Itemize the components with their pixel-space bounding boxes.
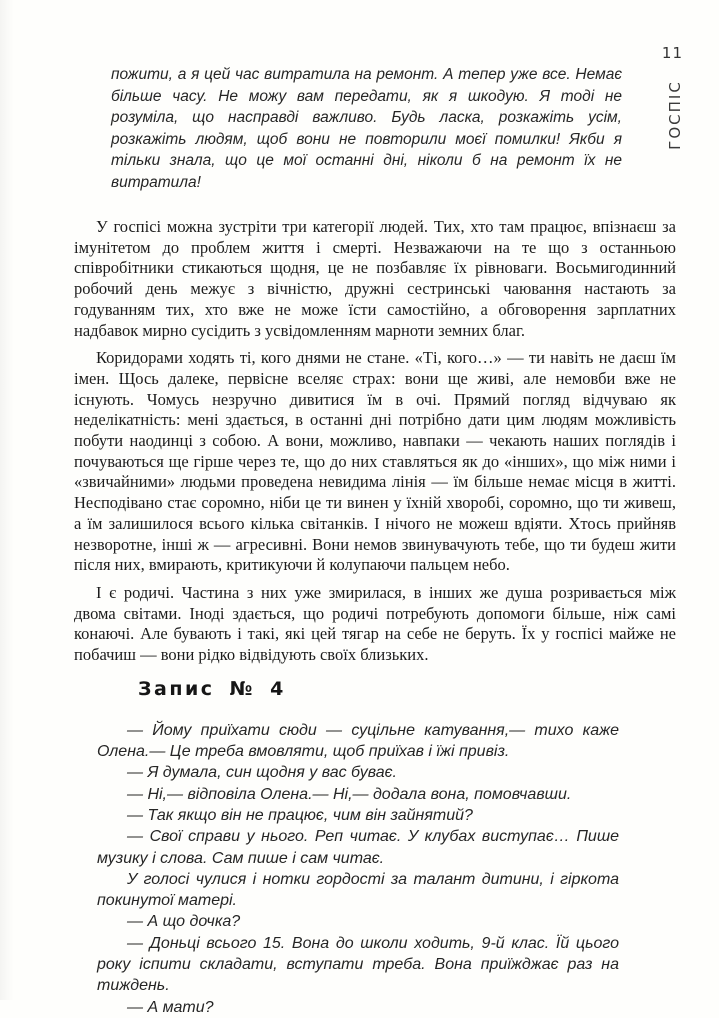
section-heading: Запис № 4 — [138, 677, 286, 700]
dialogue-paragraph: — А що дочка? — [127, 913, 241, 931]
dialogue-block — [97, 720, 619, 1018]
dialogue-narrator-paragraph: У голосі чулися і нотки гордості за талант дитини, і гіркота покинутої матері. — [97, 870, 619, 910]
body-paragraph: У госпісі можна зустріти три категорії людей. Тих, хто там працює, впізнаєш за імунітетом до проблем життя і смерті. Незважаючи на те що з останньою співробітники стикаються щодня, це не позбавляє їх рівноваги. Восьмигодинний робочий день межує з вічністю, дружні сестринські чаювання настають за годуванням тих, хто вже не може їсти самостійно, а обговорення зарплатних надбавок мирно сусідить з усвідомленням марноти земних благ. — [74, 217, 676, 340]
dialogue-paragraph: — Свої справи у нього. Реп читає. У клубах виступає… Пише музику і слова. Сам пише і сам читає. — [97, 828, 619, 867]
body-paragraph: І є родичі. Частина з них уже змирилася, в інших же душа розривається між двома світами. Іноді здається, що родичі потребують допомоги більше, ніж самі конаючі. Але бувають і такі, які цей тягар на себе не беруть. Їх у госпісі майже не побачиш — вони рідко відвідують своїх близьких. — [74, 582, 676, 665]
dialogue-paragraph: — А мати? — [127, 998, 214, 1016]
dialogue-paragraph: — Так якщо він не працює, чим він зайнятий? — [127, 806, 473, 824]
page-content — [74, 64, 676, 1018]
dialogue-paragraph: — Ні,— відповіла Олена.— Ні,— додала вона, помовчавши. — [127, 785, 572, 803]
quote-paragraph: пожити, а я цей час витратила на ремонт. А тепер уже все. Немає більше часу. Не можу вам передати, як я шкодую. Я тоді не розуміла, що насправді важливо. Будь ласка, розкажіть усім, розкажіть людям, щоб вони не повторили моєї помилки! Якби я тільки знала, що це мої останні дні, ніколи б на ремонт їх не витратила! — [111, 66, 622, 191]
page-number: 11 — [661, 44, 683, 62]
body-paragraph: Коридорами ходять ті, кого днями не стане. «Ті, кого…» — ти навіть не даєш їм імен. Щось далеке, первісне вселяє страх: вони ще живі, але немовби вже не існують. Чомусь незручно дивитися їм в очі. Прямий погляд відчуваю як неделікатність: мені здається, в останні дні потрібно дати цим людям можливість побути наодинці з собою. А вони, можливо, навпаки — чекають наших поглядів і почуваються ще гірше через те, що до них ставляться як до «інших», що між ними і «звичайними» людьми проведена невидима лінія — їм більше немає місця в житті. Несподівано стає соромно, ніби це ти винен у їхній хворобі, соромно, що ти живеш, а їм залишилося всього кілька світанків. І нічого не можеш вдіяти. Хтось прийняв незворотне, інші ж — агресивні. Вони немов звинувачують тебе, що ти будеш жити після них, вмирають, критикуючи й колупаючи пальцем небо. — [74, 348, 676, 575]
dialogue-paragraph: — Я думала, син щодня у вас буває. — [127, 764, 397, 782]
chapter-margin-label: ГОСПІС — [666, 80, 684, 150]
dialogue-paragraph: — Доньці всього 15. Вона до школи ходить, 9-й клас. Їй цього року іспити складати, вступати треба. Вона приїжджає раз на тиждень. — [97, 934, 619, 995]
dialogue-paragraph: — Йому приїхати сюди — суцільне катування,— тихо каже Олена.— Це треба вмовляти, щоб приїхав і їжі привіз. — [97, 721, 619, 761]
